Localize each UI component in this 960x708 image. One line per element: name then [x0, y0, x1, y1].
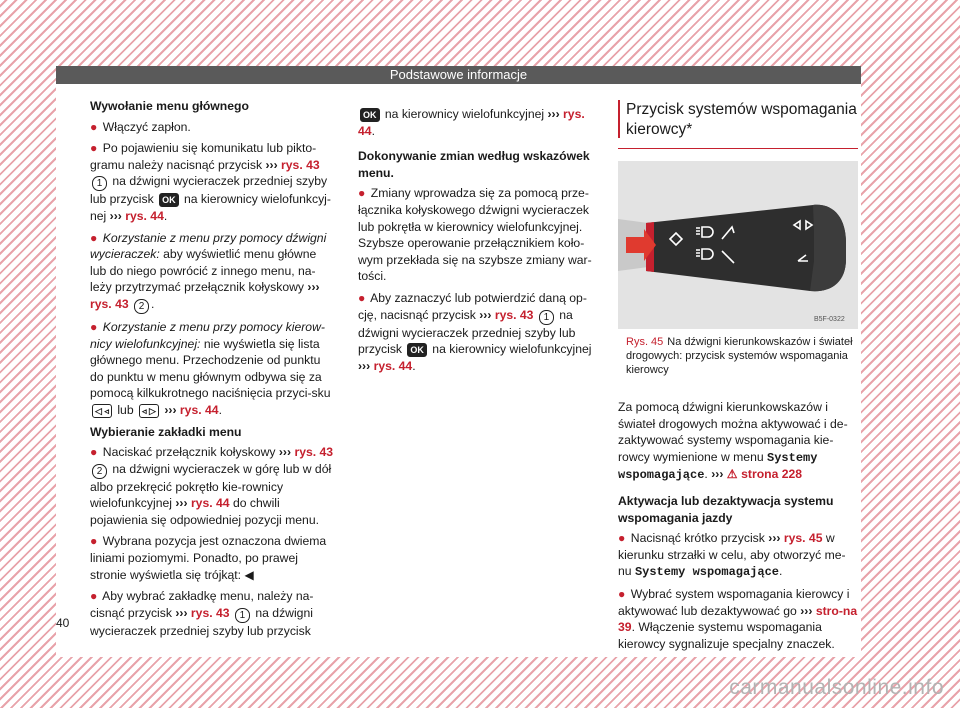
- stalk-lever-illustration: [618, 161, 858, 329]
- callout-1-icon: 1: [92, 176, 107, 191]
- ref-link[interactable]: rys. 44: [358, 107, 585, 138]
- ref-link[interactable]: rys. 43: [90, 296, 129, 311]
- manual-page: [56, 66, 861, 657]
- column-2: [358, 106, 603, 379]
- bullet-dot-icon: ●: [358, 186, 366, 201]
- bullet-dot-icon: ●: [90, 445, 98, 460]
- ref-link[interactable]: rys. 43: [190, 605, 230, 620]
- callout-2-icon: 2: [134, 299, 149, 314]
- bullet-select-system: ● Wybrać system wspomagania kierowcy i aktywować lub dezaktywować go ››› stro-na 39. Włączenie systemu wspomagania kierowcy sygnalizuje specjalny znaczek.: [618, 586, 858, 651]
- ref-link[interactable]: stro-na 39: [618, 603, 858, 635]
- bullet-choose-tab: ● Aby wybrać zakładkę menu, należy na-cisnąć przycisk ››› rys. 43 1 na dźwigni wycieraczek przedniej szyby lub przycisk: [90, 589, 314, 638]
- callout-2-icon: 2: [92, 464, 107, 479]
- callout-1-icon: 1: [539, 310, 554, 325]
- bullet-dot-icon: ●: [90, 230, 98, 245]
- heading-activation: Aktywacja lub dezaktywacja systemu wspomagania jazdy: [618, 493, 834, 525]
- heading-select-tab: Wybieranie zakładki menu: [90, 424, 242, 439]
- bullet-dot-icon: ●: [90, 119, 98, 134]
- bullet-rocker: ● Naciskać przełącznik kołyskowy ››› rys. 43 2 na dźwigni wycieraczek w górę lub w dół albo przekręcić pokrętło kie-rownicy wielofunkcyjnej ››› rys. 44 do chwili pojawienia się odpowiedniej pozycji menu.: [90, 445, 334, 527]
- ref-link[interactable]: rys. 43: [294, 445, 334, 460]
- bullet-dot-icon: ●: [90, 589, 98, 604]
- bullet-dot-icon: ●: [618, 586, 626, 601]
- heading-menu-changes: Dokonywanie zmian według wskazówek menu.: [358, 149, 590, 180]
- bullet-dot-icon: ●: [90, 534, 98, 549]
- bullet-wheel-usage: ● Korzystanie z menu przy pomocy kierow-nicy wielofunkcyjnej: nie wyświetla się lista głównego menu. Przechodzenie od punktu do punktu w menu głównym odbywa się za pomocą kilkukrotnego naciśnięcia przyci-sku ◁ ◃ lub ◃ ▷ ››› rys. 44.: [90, 319, 331, 417]
- ref-link[interactable]: rys. 44: [179, 402, 219, 417]
- bullet-ignition: ● Włączyć zapłon.: [90, 119, 191, 134]
- ok-key-icon: OK: [360, 108, 380, 122]
- figure-code: B5F-0322: [814, 316, 845, 323]
- continued-text: OK na kierownicy wielofunkcyjnej ››› rys. 44.: [358, 107, 585, 138]
- ref-link[interactable]: rys. 45: [783, 531, 823, 546]
- menu-forward-key-icon: ◃ ▷: [139, 404, 159, 418]
- bullet-selected-item: ● Wybrana pozycja jest oznaczona dwiema liniami poziomymi. Ponadto, po prawej stronie wyświetla się trójkąt: ◀: [90, 534, 327, 582]
- ref-link[interactable]: rys. 44: [373, 358, 413, 373]
- bullet-changes: ● Zmiany wprowadza się za pomocą prze-łącznika kołyskowego dźwigni wycieraczek lub pokrętła w kierownicy wielofunkcyjnej. Szybsze operowanie przełącznikiem koło-wym przekłada się na szybsze zmiany war-tości.: [358, 186, 592, 284]
- figure-stalk: [618, 161, 858, 329]
- page-number: 40: [56, 616, 70, 630]
- ref-link[interactable]: rys. 44: [125, 208, 164, 223]
- intro-paragraph: Za pomocą dźwigni kierunkowskazów i świateł drogowych można aktywować i de-zaktywować systemy wspomagania kie-rowcy wymienione w menu Systemy wspomagające. ››› ⚠ strona 228: [618, 400, 848, 483]
- ref-link[interactable]: rys. 44: [190, 496, 230, 511]
- bullet-dot-icon: ●: [90, 141, 98, 156]
- callout-1-icon: 1: [235, 608, 250, 623]
- bullet-dot-icon: ●: [358, 290, 366, 305]
- menu-back-key-icon: ◁ ◃: [92, 404, 112, 418]
- section-title: Przycisk systemów wspomagania kierowcy*: [618, 100, 858, 149]
- column-3: [618, 100, 858, 657]
- bullet-dot-icon: ●: [90, 319, 98, 334]
- ref-link[interactable]: rys. 43: [494, 307, 534, 322]
- bullet-confirm: ● Aby zaznaczyć lub potwierdzić daną op-cję, nacisnąć przycisk ››› rys. 43 1 na dźwigni wycieraczek przedniej szyby lub przycisk OK na kierownicy wielofunkcyjnej ››› rys. 44.: [358, 290, 592, 373]
- page-header: Podstawowe informacje: [56, 66, 861, 84]
- ref-link[interactable]: rys. 43: [281, 157, 320, 172]
- ok-key-icon: OK: [407, 343, 427, 357]
- triangle-left-icon: ◀: [244, 567, 254, 582]
- heading-main-menu: Wywołanie menu głównego: [90, 99, 249, 113]
- bullet-wiper-usage: ● Korzystanie z menu przy pomocy dźwigni wycieraczek: aby wyświetlić menu główne lub do niego powrócić z innego menu, na-leży przytrzymać przełącznik kołyskowy ››› rys. 43 2 .: [90, 230, 327, 312]
- bullet-press-button: ● Nacisnąć krótko przycisk ››› rys. 45 w kierunku strzałki w celu, aby otworzyć me-nu Systemy wspomagające.: [618, 531, 846, 580]
- ok-key-icon: OK: [159, 193, 179, 207]
- column-1: [90, 98, 335, 644]
- bullet-open-menu: ● Po pojawieniu się komunikatu lub pikto-gramu należy nacisnąć przycisk ››› rys. 43 1 na dźwigni wycieraczek przedniej szyby lub przycisk OK na kierownicy wielofunkcyj-nej ››› rys. 44.: [90, 141, 331, 223]
- ref-link[interactable]: strona 228: [741, 467, 803, 482]
- watermark: carmanualsonline.info: [729, 676, 944, 699]
- bullet-dot-icon: ●: [618, 531, 626, 546]
- figure-caption: Rys. 45 Na dźwigni kierunkowskazów i świateł drogowych: przycisk systemów wspomagania kierowcy: [626, 336, 853, 376]
- driver-assist-icon: ⚠: [726, 467, 738, 482]
